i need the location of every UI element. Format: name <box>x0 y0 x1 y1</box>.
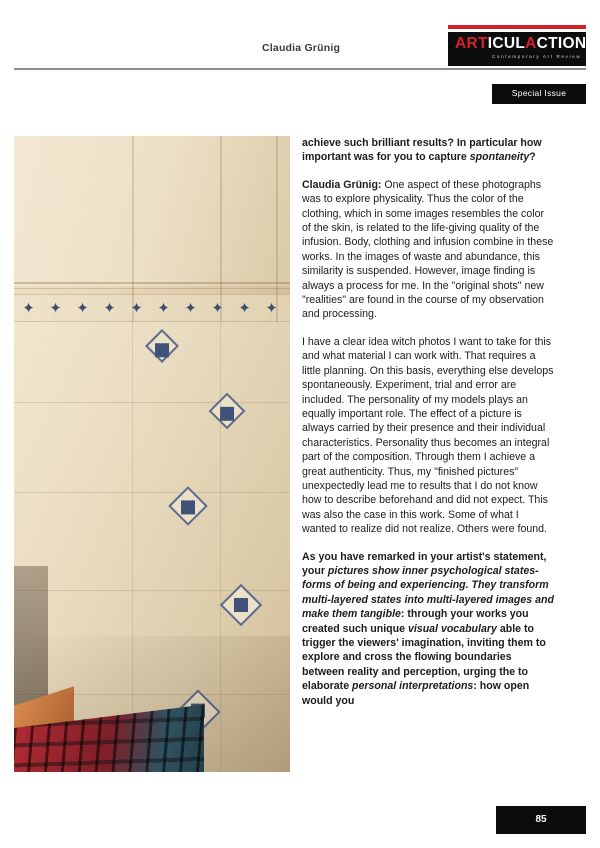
body-text: ? <box>529 151 536 164</box>
page-number-badge <box>496 806 586 834</box>
tile-motif: ✦ <box>157 300 170 317</box>
photo-decorative-tile-band <box>14 294 290 322</box>
interview-answer-1 <box>302 178 554 322</box>
body-text: able to trigger the viewers' imagination, inviting them to explore and cross the flowing boundaries between reality and perception, urging the to elaborate <box>302 622 546 693</box>
tile-motif: ✦ <box>103 300 116 317</box>
floor-tile-motif <box>145 329 179 363</box>
special-issue-label: Special Issue <box>511 88 567 98</box>
floor-tile-motif <box>209 393 246 430</box>
floor-grout <box>14 492 290 493</box>
body-text: : how open would you <box>302 680 530 707</box>
special-issue-badge <box>492 84 586 104</box>
tile-motif: ✦ <box>265 300 278 317</box>
interview-question-1 <box>302 136 554 165</box>
emphasized-text: visual vocabulary <box>407 622 497 635</box>
interview-answer-2 <box>302 335 554 537</box>
header-divider <box>14 68 586 70</box>
article-photograph <box>14 136 290 772</box>
emphasized-text: pictures show inner psychological states-forms of being and experiencing. They transform multi-layered states into multi-layered images and make them tangible <box>302 564 554 621</box>
page-header <box>0 0 600 110</box>
body-text: achieve such brilliant results? In particular how important was for you to capture <box>302 137 542 164</box>
logo-part-a: A <box>525 35 537 52</box>
logo-wordmark <box>455 35 586 53</box>
magazine-logo <box>448 32 586 66</box>
page-number: 85 <box>535 814 547 825</box>
tile-motif: ✦ <box>49 300 62 317</box>
answer-speaker-name: Claudia Grünig: <box>302 178 385 191</box>
tile-motif: ✦ <box>76 300 89 317</box>
logo-part-ction: CTION <box>536 35 586 52</box>
floor-grout <box>14 402 290 403</box>
emphasized-text: personal interpretations <box>352 680 474 693</box>
logo-accent-bar <box>448 25 586 29</box>
logo-part-art: ART <box>455 35 488 52</box>
body-text: I have a clear idea witch photos I want to take for this and what material I can work with. That requires a little planning. On this basis, everything else develops spontaneously. Experiment, trial and error are included. The personality of my models plays an equally important role. The effect of a picture is always carried by their presence and their individual characteristics. Personality thus becomes an integral part of the composition. Through them I achieve a great authenticity. Thus, my "finished pictures" unexpectedly lead me to results that I do not know how to describe beforehand and did not expect. This was also the case in this work. Some of what I wanted to realize did not realize. Others were found. <box>302 335 554 536</box>
interview-question-2 <box>302 550 554 708</box>
logo-part-icul: ICUL <box>487 35 526 52</box>
body-text: : through your works you created such unique <box>302 608 529 635</box>
tile-motif: ✦ <box>211 300 224 317</box>
tile-motif: ✦ <box>22 300 35 317</box>
photo-wall-grout-line-2 <box>14 288 290 289</box>
running-head-author: Claudia Grünig <box>262 42 341 54</box>
logo-tagline: Contemporary Art Review <box>492 54 582 59</box>
emphasized-text: spontaneity <box>469 151 530 164</box>
photo-wall-grout-line <box>14 282 290 284</box>
tile-motif: ✦ <box>130 300 143 317</box>
tile-motif: ✦ <box>238 300 251 317</box>
photo-upper-wall-tiles <box>14 136 290 286</box>
article-text-column <box>302 136 554 721</box>
body-text: As you have remarked in your artist's statement, your <box>302 550 547 577</box>
tile-motif: ✦ <box>184 300 197 317</box>
body-text: One aspect of these photographs was to explore physicality. Thus the color of the clothing, which in some images resembles the color of the skin, is related to the life-giving quality of the infusion. Body, clothing and infusion combine in these works. In the images of waste and abundance, this similarity is suspended. However, image finding is always a process for me. In the "original shots" new "realities" are found in the course of my observation and processing. <box>302 178 554 321</box>
